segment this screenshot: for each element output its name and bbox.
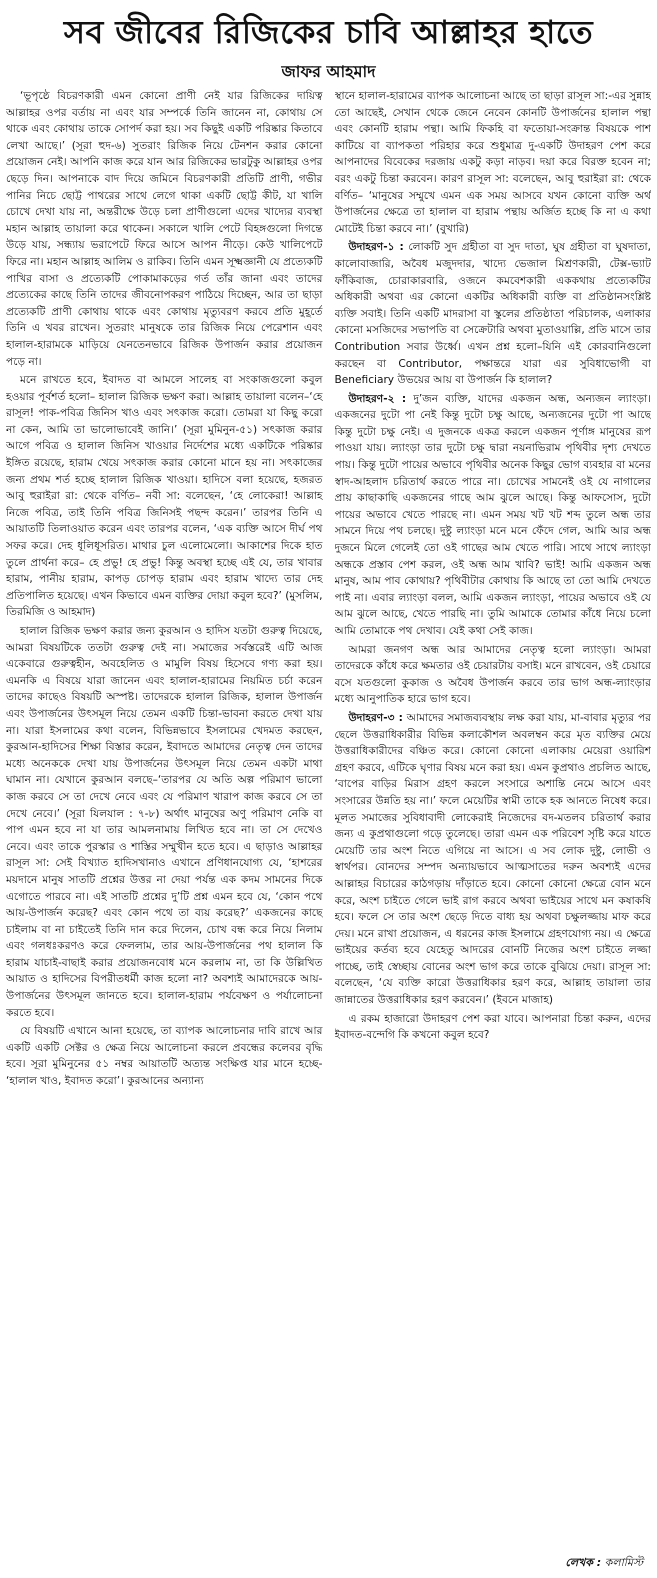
example-paragraph (335, 710, 652, 1009)
author-note-value: কলামিস্ট (604, 1556, 643, 1569)
example-text: আমাদের সমাজব্যবস্থায় লক্ষ করা যায়, মা-বাবার মৃত্যুর পর ছেলে উত্তরাধিকারীর বিভিন্ন কলাকৌশল অবলম্বন করে মৃত ব্যক্তির মেয়ে উত্তরাধিকারীদের বঞ্চিত করে। কোনো কোনো এলাকায় মেয়েরা ওয়ারিশ গ্রহণ করবে, এটিকে ঘৃণার বিষয় মনে করা হয়। এমন কুপ্রথাও প্রচলিত আছে, ‘বাপের বাড়ির মিরাস গ্রহণ করলে সংসারে অশান্তি নেমে আসে এবং সংসারের উন্নতি হয় না।’ ফলে মেয়েটির স্বামী তাকে হক আনতে নিষেধ করে। মূলত সমাজের সুবিধাবাদী লোকেরাই নিজেদের বদ-মতলব চরিতার্থ করার জন্য এ কুপ্রথাগুলো গড়ে তুলেছে। তারা এমন এক পরিবেশ সৃষ্টি করে যাতে মেয়েটি তার অংশ নিতে এগিয়ে না আসে। এ সব লোক দুষ্টু, লোভী ও স্বার্থপর। বোনদের সম্পদ অন্যায়ভাবে আত্মসাতের দরুন অবশ্যই এদের আল্লাহর বিচারের কাঠগড়ায় দাঁড়াতে হবে। কোনো কোনো ক্ষেত্রে বোন মনে করে, অংশ চাইতে গেলে ভাই রাগ করবে অথবা ভাইয়ের সাথে মন কষাকষি হবে। ফলে সে তার অংশ ছেড়ে দিতে বাধ্য হয় অথবা চক্ষুলজ্জায় মাফ করে দেয়। মনে রাখা প্রয়োজন, এ ধরনের কাজ ইসলামে গ্রহণযোগ্য নয়। এ ক্ষেত্রে ভাইয়ের কর্তব্য হবে যেহেতু আদরের বোনটি নিজের অংশ চাইতে লজ্জা পাচ্ছে, তাই স্বেচ্ছায় বোনের অংশ ভাগ করে তাকে বুঝিয়ে দেয়া। রাসূল সা: বলেছেন, ‘যে ব্যক্তি কারো উত্তরাধিকার হরণ করে, আল্লাহ তায়ালা তার জান্নাতের উত্তরাধিকার হরণ করবেন।’ (ইবনে মাজাহ) (334, 711, 651, 1007)
article-headline: সব জীবের রিজিকের চাবি আল্লাহর হাতে (63, 13, 594, 51)
example-label: উদাহরণ-৩ : (348, 711, 403, 724)
example-text: দু’জন ব্যক্তি, যাদের একজন অন্ধ, অন্যজন ল্যাংড়া। একজনের দুটো পা নেই কিন্তু দুটো চক্ষু আছে, অন্যজনের দুটো পা আছে কিন্তু দুটো চক্ষু নেই। এ দুজনকে একত্র করলে একজন পূর্ণাঙ্গ মানুষের রূপ পাওয়া যায়। ল্যাংড়া তার দুটো চক্ষু দ্বারা নয়নাভিরাম পৃথিবীর দৃশ্য দেখতে পায়। কিন্তু দুটো পায়ের অভাবে পৃথিবীর অনেক কিছুর ভোগ ব্যবহার বা মনের স্বাদ-আহলাদ চরিতার্থ করতে পারে না। চোখের সামনেই ওই যে নাগালের প্রায় কাছাকাছি একজনের গাছে আম ঝুলে আছে। কিন্তু আফসোস, দুটো পায়ের অভাবে খেতে পারছে না। এমন সময় খট খট শব্দ তুলে অন্ধ তার সামনে দিয়ে পথ চলছে। দুষ্টু ল্যাংড়া মনে মনে ফেঁদে গেল, আমি আর অন্ধ দুজনে মিলে গেলেই তো ওই গাছের আম খেতে পারি। সাথে সাথে ল্যাংড়া অন্ধকে প্রস্তাব পেশ করল, ওই অন্ধ আম খাবি? ভাই! আমি একজন অন্ধ মানুষ, আম পাব কোথায়? পৃথিবীটার কোথায় কি আছে তা তো আমি দেখতে পাই না। এবার ল্যাংড়া বলল, আমি একজন ল্যাংড়া, পায়ের অভাবে ওই যে আম ঝুলে আছে, খেতে পারছি না। তুমি আমাকে তোমার কাঁধে নিয়ে চলো আমি তোমাকে পথ দেখাব। যেই কথা সেই কাজ। (334, 392, 651, 637)
author-note-label: লেখক : (565, 1556, 602, 1569)
paragraph: আমরা জনগণ অন্ধ আর আমাদের নেতৃত্ব হলো ল্যাংড়া। আমরা তাদেরকে কাঁধে করে ক্ষমতার ওই চেয়ারটায় বসাই। মনে রাখবেন, ওই চেয়ারে বসে যতগুলো কুকাজ ও অবৈধ উপার্জন করবে তার ভাগ অন্ধ-ল্যাংড়ার মধ্যে আনুপাতিক হারে ভাগ হবে। (334, 643, 651, 706)
paragraph: এ রকম হাজারো উদাহরণ পেশ করা যাবে। আপনারা চিন্তা করুন, এদের ইবাদত-বন্দেগি কি কখনো কবুল হবে? (334, 1012, 651, 1042)
paragraph: মনে রাখতে হবে, ইবাদত বা আমলে সালেহ বা সংকাজগুলো কবুল হওয়ার পূর্বশর্ত হলো– হালাল রিজিক ভক্ষণ করা। আল্লাহ তায়ালা বলেন–‘হে রাসূল! পাক-পবিত্র জিনিস খাও এবং সৎকাজ করো। তোমরা যা কিছু করো না কেন, আমি তা ভালোভাবেই জানি।’ (সূরা মুমিনুন-৫১) সৎকাজ করার আগে পবিত্র ও হালাল জিনিস খাওয়ার নির্দেশের মধ্যে একটিকে পরিষ্কার ইঙ্গিত রয়েছে, হারাম খেয়ে সৎকাজ করার কোনো মানে হয় না। সৎকাজের জন্য প্রথম শর্ত হচ্ছে হালাল রিজিক খাওয়া। হাদিসে বলা হয়েছে, হজরত আবু হুরাইরা রা: থেকে বর্ণিত– নবী সা: বলেছেন, ‘হে লোকেরা! আল্লাহ নিজে পবিত্র, তাই তিনি পবিত্র জিনিসই পছন্দ করেন।’ তারপর তিনি এ আয়াতটি তিলাওয়াত করেন এবং তারপর বলেন, ‘এক ব্যক্তি আসে দীর্ঘ পথ সফর করে। দেহ ধূলিধূসরিত। মাথার চুল এলোমেলো। আকাশের দিকে হাত তুলে প্রার্থনা করে– হে প্রভু! হে প্রভু! কিন্তু অবস্থা হচ্ছে এই যে, তার খাবার হারাম, পানীয় হারাম, কাপড় চোপড় হারাম এবং হারাম খাদ্যে তার দেহ প্রতিপালিত হয়েছে। এখন কিভাবে এমন ব্যক্তির দোয়া কবুল হবে?’ (মুসলিম, তিরমিজি ও আহমাদ) (6, 374, 323, 619)
example-label: উদাহরণ-২ : (348, 392, 407, 405)
example-text: লোকটি সুদ গ্রহীতা বা সুদ দাতা, ঘুষ গ্রহীতা বা ঘুষদাতা, কালোবাজারি, অবৈধ মজুদদার, খাদ্যে ভেজাল মিশ্রণকারী, টেক্স-ভ্যাট ফাঁকিবাজ, চোরাকারবারি, ওজনে কমবেশকারী এককথায় প্রত্যেকটির অধিকারী অথবা এর কোনো একটির অধিকারী ব্যক্তি বা প্রতিষ্ঠানসংশ্লিষ্ট ব্যক্তি সবাই। তিনি একটি মাদরাসা বা স্কুলের প্রতিষ্ঠাতা পরিচালক, এলাকার কোনো মসজিদের সভাপতি বা সেক্রেটারি অথবা মুতাওয়াল্লি, প্রতি মাসে তার Contribution সবার উর্ধ্বে। এখন প্রশ্ন হলো–যিনি এই কোরবানিগুলো করছেন বা Contributor, পক্ষান্তরে যারা এর সুবিধাভোগী বা Beneficiary উভয়ের আয় বা উপার্জন কি হালাল? (334, 241, 651, 387)
paragraph: যে বিষয়টি এখানে আনা হয়েছে, তা ব্যাপক আলোচনার দাবি রাখে আর একটি একটি সেক্টর ও ক্ষেত্র নিয়ে আলোচনা করলে প্রবন্ধের কলেবর বৃদ্ধি হবে। সূরা মুমিনুনের ৫১ নম্বর আয়াতটি অত্যন্ত সংক্ষিপ্ত যার মানে হচ্ছে- ‘হালাল খাও, ইবাদত করো’। কুরআনের অন্যান্য (6, 1025, 323, 1088)
paragraph: হালাল রিজিক ভক্ষণ করার জন্য কুরআন ও হাদিস যতটা গুরুত্ব দিয়েছে, আমরা বিষয়টিকে ততটা গুরুত্ব দেই না। সমাজের সর্বস্তরেই এটি আজ একেবারে গুরুত্বহীন, অবহেলিত ও মামুলি বিষয় হিসেবে গণ্য করা হয়। এমনকি এ বিষয়ে যারা জানেন এবং হালাল-হারামের নিয়মিত চর্চা করেন তাদের কাছেও বিষয়টি অস্পষ্ট। তাদেরকে হালাল রিজিক, হালাল উপার্জন এবং উপার্জনের উৎসমূল নিয়ে তেমন একটি চিন্তা-ভাবনা করতে দেখা যায় না। যারা ইসলামের কথা বলেন, বিভিন্নভাবে ইসলামের খেদমত করছেন, কুরআন-হাদিসের শিক্ষা বিস্তার করেন, ইবাদতে আমাদের নেতৃত্ব দেন তাদের মধ্যে অনেককে দেখা যায় উপার্জনের উৎসমূল নিয়ে তেমন একটা মাথা ঘামান না। যেখানে কুরআন বলছে–‘তারপর যে অতি অল্প পরিমাণ ভালো কাজ করবে সে তা দেখে নেবে এবং যে পরিমাণ খারাপ কাজ করবে সে তা দেখে নেবে।’ (সূরা যিলযাল : ৭-৮) অর্থাৎ মানুষের অণু পরিমাণ নেকি বা পাপ এমন হবে না যা তার আমলনামায় লিখিত হবে না। তা সে দেখেও নেবে। এবং তাকে পুরস্কার ও শাস্তির সম্মুখীন হতে হবে। এ ছাড়াও আল্লাহর রাসূল সা: সেই বিখ্যাত হাদিসখানাও এখানে প্রণিধানযোগ্য যে, ‘হাশরের ময়দানে মানুষ সাতটি প্রশ্নের উত্তর না দেয়া পর্যন্ত এক কদম সামনের দিকে এগোতে পারবে না। এই সাতটি প্রশ্নের দু’টি প্রশ্ন এমন হবে যে, ‘কোন পথে আয়-উপার্জন করেছ? এবং কোন পথে তা ব্যয় করেছ?’ একজনের কাছে চাইলাম বা না চাইতেই তিনি দান করে দিলেন, চোখ বন্ধ করে নিয়ে নিলাম এবং গলধঃকরণও করে ফেললাম, তার আয়-উপার্জনের পথ হালাল কি হারাম যাচাই-বাছাই করার প্রয়োজনবোধ মনে করলাম না, তা কি উল্লিখিত আয়াত ও হাদিসের বিপরীতধর্মী কাজ হলো না? অবশ্যই আমাদেরকে আয়-উপার্জনের উৎসমূল জানতে হবে। হালাল-হারাম পর্যবেক্ষণ ও পর্যালোচনা করতে হবে। (6, 625, 323, 1019)
example-paragraph (335, 391, 652, 640)
example-paragraph (335, 239, 652, 388)
example-label: উদাহরণ-১ : (348, 241, 404, 254)
author-byline: জাফর আহমাদ (281, 62, 376, 81)
author-note (565, 1556, 643, 1570)
right-column (335, 88, 652, 1558)
article-body (6, 88, 651, 1558)
left-column (6, 88, 323, 1558)
paragraph: ‘ভূপৃষ্ঠে বিচরণকারী এমন কোনো প্রাণী নেই যার রিজিকের দায়িত্ব আল্লাহর ওপর বর্তায় না এবং যার সম্পর্কে তিনি জানেন না, কোথায় সে থাকে এবং কোথায় তাকে সোপর্দ করা হয়। সব কিছুই একটি পরিষ্কার কিতাবে লেখা আছে।’ (সূরা হুদ-৬) সুতরাং রিজিক নিয়ে টেনশন করার কোনো প্রয়োজন নেই। আপনি কাজ করে যান আর রিজিকের ভারটুকু আল্লাহর ওপর ছেড়ে দিন। আপনাকে বাদ দিয়ে জমিনে বিচরণকারী প্রতিটি প্রাণী, গভীর পানির নিচে ছোট্ট পাথরের সাথে লেগে থাকা একটি ছোট্ট কীট, যা খালি চোখে দেখা যায় না, অন্তরীক্ষে উড়ে চলা প্রাণীগুলো এদের খাদ্যের ব্যবস্থা মহান আল্লাহ তায়ালা করে থাকেন। সকালে খালি পেটে বিহঙ্গগুলো দিগন্তে উড়ে যায়, সন্ধ্যায় ভরাপেটে ফিরে আসে আপন নীড়ে। কেউ খালিপেটে ফিরে না। মহান আল্লাহ আলিম ও রাকিব। তিনি এমন সূক্ষ্মজ্ঞানী যে প্রত্যেকটি পাখির বাসা ও প্রত্যেকটি পোকামাকড়ের গর্ত তাঁর জানা এবং তাদের প্রত্যেকের কাছে তিনি তাদের জীবনোপকরণ পাঠিয়ে দিচ্ছেন, আর তা ছাড়া প্রত্যেকটি প্রাণী কোথায় থাকে এবং কোথায় মৃত্যুবরণ করবে প্রতি মুহূর্তে তিনি এ খবর রাখেন। সুতরাং মানুষকে তার রিজিক নিয়ে পেরেশান এবং হালাল-হারামকে মাড়িয়ে যেনতেনভাবে রিজিক উপার্জন করার প্রয়োজন পড়ে না। (6, 90, 323, 368)
paragraph: স্থানে হালাল-হারামের ব্যাপক আলোচনা আছে তা ছাড়া রাসূল সা:-এর সুন্নাহ তো আছেই, সেখান থেকে জেনে নেবেন কোনটি উপার্জনের হালাল পন্থা এবং কোনটি হারাম পন্থা। আমি ফিকহি বা ফতোয়া-সংক্রান্ত বিষয়কে পাশ কাটিয়ে বা ব্যাপকতা পরিহার করে শুধুমাত্র দু-একটি উদাহরণ পেশ করে আপনাদের বিবেকের দরজায় একটু কড়া নাড়ব। দয়া করে বিরক্ত হবেন না; বরং একটু চিন্তা করবেন। কারণ রাসূল সা: বলেছেন, আবু হুরাইরা রা: থেকে বর্ণিত– ‘মানুষের সম্মুখে এমন এক সময় আসবে যখন কোনো ব্যক্তি অর্থ উপার্জনের ক্ষেত্রে তা হালাল বা হারাম পন্থায় অর্জিত হচ্ছে কি না এ কথা মোটেই চিন্তা করবে না।’ (বুখারি) (334, 90, 651, 235)
